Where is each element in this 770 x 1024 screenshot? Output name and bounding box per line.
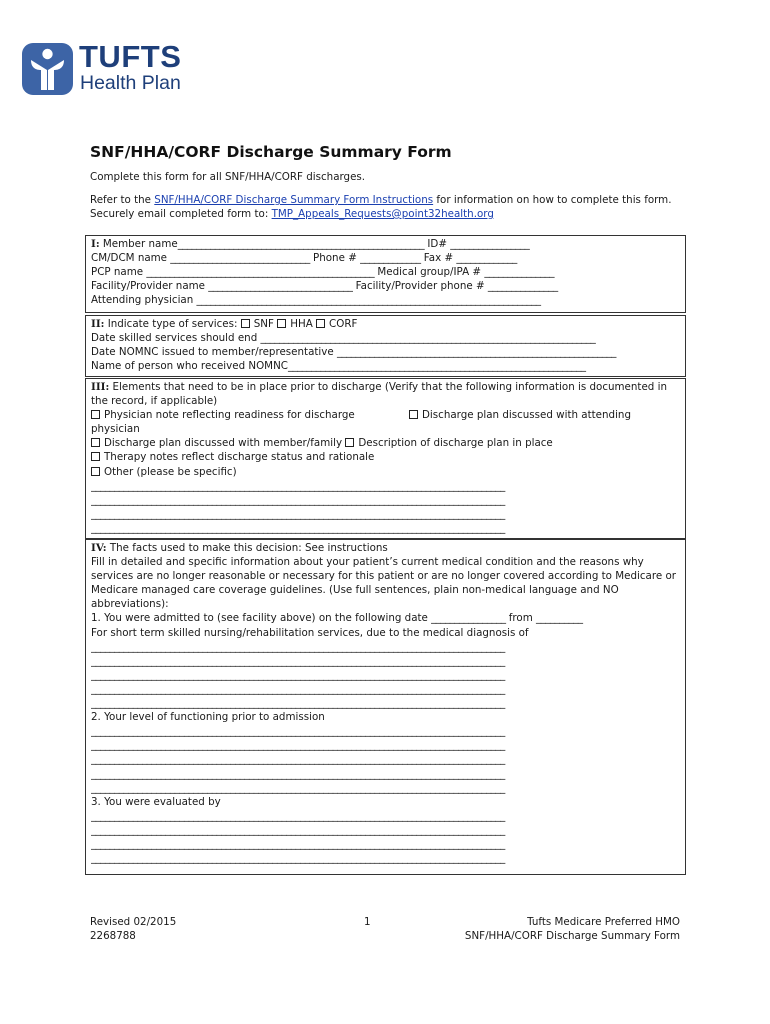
fax-label: Fax #: [420, 252, 457, 265]
section-3-heading-text: Elements that need to be in place prior to discharge (Verify that the following information is documented in the record, if applicable): [91, 381, 667, 408]
facility-line[interactable]: Facility/Provider name _______________________________ Facility/Provider phone # _______________: [91, 280, 558, 293]
q1-answer-line[interactable]: _________________________________________________________________________________________: [91, 697, 505, 710]
footer-right: [465, 915, 680, 943]
q3-answer-line[interactable]: _________________________________________________________________________________________: [91, 809, 505, 822]
refer-prefix: Refer to the: [90, 194, 155, 206]
q1-from-label: from: [505, 612, 537, 625]
snf-label: SNF: [253, 318, 274, 330]
discharge-attending-label: Discharge plan discussed with attending: [422, 409, 631, 422]
logo-wordmark-top: TUFTS: [79, 39, 182, 74]
section-4-instructions: Fill in detailed and specific information about your patient’s current medical condition and the reasons why services are no longer reasonable or necessary for this patient or are no longer covered according to Medicare or Medicare managed care coverage guidelines. (Use full sentences, plain non-medical language and NO abbreviations):: [91, 556, 676, 611]
q2-label: 2. Your level of functioning prior to admission: [91, 711, 325, 724]
facility-phone-label: Facility/Provider phone #: [352, 280, 488, 293]
facility-label: Facility/Provider name: [91, 280, 209, 293]
nomnc-person-line[interactable]: Name of person who received NOMNC________________________________________________________________: [91, 360, 586, 373]
q1-answer-line[interactable]: _________________________________________________________________________________________: [91, 640, 505, 653]
discussed-member-checkbox[interactable]: [91, 438, 100, 447]
id-label: ID#: [424, 238, 451, 250]
section-4-heading-text: The facts used to make this decision: See instructions: [106, 542, 388, 554]
other-checkbox[interactable]: [91, 467, 100, 476]
intro-email: [90, 207, 685, 221]
discharge-attending-checkbox[interactable]: [409, 410, 418, 419]
nomnc-person-label: Name of person who received NOMNC: [91, 360, 288, 373]
q1-answer-line[interactable]: _________________________________________________________________________________________: [91, 654, 505, 667]
form-title: SNF/HHA/CORF Discharge Summary Form: [90, 143, 452, 161]
footer-left: [90, 915, 176, 943]
form-code: 2268788: [90, 930, 136, 942]
q1-line[interactable]: 1. You were admitted to (see facility above) on the following date ________________ from __________: [91, 612, 583, 625]
therapy-checkbox[interactable]: [91, 452, 100, 461]
q2-answer-line[interactable]: _________________________________________________________________________________________: [91, 767, 505, 780]
physician-continuation: physician: [91, 423, 140, 436]
medgroup-label: Medical group/IPA #: [374, 266, 485, 279]
other-input-line[interactable]: _________________________________________________________________________________________: [91, 479, 505, 492]
q2-answer-line[interactable]: _________________________________________________________________________________________: [91, 739, 505, 752]
services-type-line: [91, 317, 680, 331]
intro-text: [90, 170, 685, 221]
refer-suffix: for information on how to complete this form.: [433, 194, 672, 206]
person-icon: [22, 43, 73, 95]
section-3-label: III:: [91, 381, 110, 393]
physician-note-row: [91, 408, 680, 422]
indicate-label: Indicate type of services:: [104, 318, 241, 330]
section-facts: [85, 539, 686, 875]
q3-answer-line[interactable]: _________________________________________________________________________________________: [91, 837, 505, 850]
other-label: Other (please be specific): [104, 465, 237, 478]
other-input-line[interactable]: _________________________________________________________________________________________: [91, 521, 505, 534]
q2-answer-line[interactable]: _________________________________________________________________________________________: [91, 753, 505, 766]
q2-answer-line[interactable]: _________________________________________________________________________________________: [91, 725, 505, 738]
physician-note-label: Physician note reflecting readiness for discharge: [104, 409, 355, 422]
discussed-member-label: Discharge plan discussed with member/family: [104, 437, 343, 450]
section-3-heading: [91, 380, 680, 408]
section-1-label: I:: [91, 238, 100, 250]
hha-checkbox[interactable]: [277, 319, 286, 328]
instructions-link[interactable]: SNF/HHA/CORF Discharge Summary Form Instructions: [154, 194, 434, 206]
page-number: 1: [364, 916, 371, 928]
phone-label: Phone #: [309, 252, 361, 265]
email-link[interactable]: TMP_Appeals_Requests@point32health.org: [271, 208, 494, 220]
therapy-label: Therapy notes reflect discharge status and rationale: [104, 451, 375, 464]
member-name-label: Member name: [99, 238, 178, 250]
pcp-label: PCP name: [91, 266, 147, 279]
nomnc-date-label: Date NOMNC issued to member/representative: [91, 346, 337, 359]
cmdcm-line[interactable]: CM/DCM name ______________________________ Phone # _____________ Fax # _____________: [91, 252, 517, 265]
nomnc-date-line[interactable]: Date NOMNC issued to member/representative ____________________________________________________________: [91, 346, 616, 359]
therapy-row: [91, 450, 680, 464]
q2-answer-line[interactable]: _________________________________________________________________________________________: [91, 781, 505, 794]
description-label: Description of discharge plan in place: [358, 437, 553, 450]
q3-answer-line[interactable]: _________________________________________________________________________________________: [91, 852, 505, 865]
hha-label: HHA: [290, 318, 313, 330]
other-row: [91, 465, 680, 479]
skilled-end-label: Date skilled services should end: [91, 332, 261, 345]
q1-continuation: For short term skilled nursing/rehabilitation services, due to the medical diagnosis of: [91, 626, 529, 639]
q1-answer-line[interactable]: _________________________________________________________________________________________: [91, 668, 505, 681]
section-discharge-elements: [85, 378, 686, 539]
section-services: [85, 315, 686, 377]
section-4-label: IV:: [91, 542, 107, 554]
skilled-end-line[interactable]: Date skilled services should end ________________________________________________________________________: [91, 332, 596, 345]
corf-label: CORF: [329, 318, 358, 330]
q1-answer-line[interactable]: _________________________________________________________________________________________: [91, 682, 505, 695]
corf-checkbox[interactable]: [316, 319, 325, 328]
intro-refer: [90, 193, 685, 207]
section-4-heading: [91, 541, 680, 555]
description-checkbox[interactable]: [345, 438, 354, 447]
form-name: SNF/HHA/CORF Discharge Summary Form: [464, 930, 680, 942]
section-member-info: [85, 235, 686, 313]
other-input-line[interactable]: _________________________________________________________________________________________: [91, 493, 505, 506]
q3-label: 3. You were evaluated by: [91, 795, 221, 808]
physician-note-checkbox[interactable]: [91, 410, 100, 419]
discussed-row: [91, 436, 680, 450]
q3-answer-line[interactable]: _________________________________________________________________________________________: [91, 823, 505, 836]
q1-label: 1. You were admitted to (see facility above) on the following date: [91, 612, 432, 625]
member-name-line[interactable]: I: Member name_____________________________________________________ ID# _________________: [91, 238, 530, 250]
attending-line[interactable]: Attending physician __________________________________________________________________________: [91, 294, 541, 307]
logo-wordmark-bottom: Health Plan: [80, 72, 181, 94]
plan-name: Tufts Medicare Preferred HMO: [527, 916, 680, 928]
section-2-label: II:: [91, 318, 105, 330]
tufts-logo: [22, 39, 192, 99]
pcp-line[interactable]: PCP name _________________________________________________ Medical group/IPA # _______________: [91, 266, 555, 279]
other-input-line[interactable]: _________________________________________________________________________________________: [91, 507, 505, 520]
intro-line-1: Complete this form for all SNF/HHA/CORF discharges.: [90, 171, 366, 183]
attending-label: Attending physician: [91, 294, 197, 307]
snf-checkbox[interactable]: [241, 319, 250, 328]
revised-date: Revised 02/2015: [90, 916, 177, 928]
email-prefix: Securely email completed form to:: [90, 208, 272, 220]
cmdcm-label: CM/DCM name: [91, 252, 171, 265]
